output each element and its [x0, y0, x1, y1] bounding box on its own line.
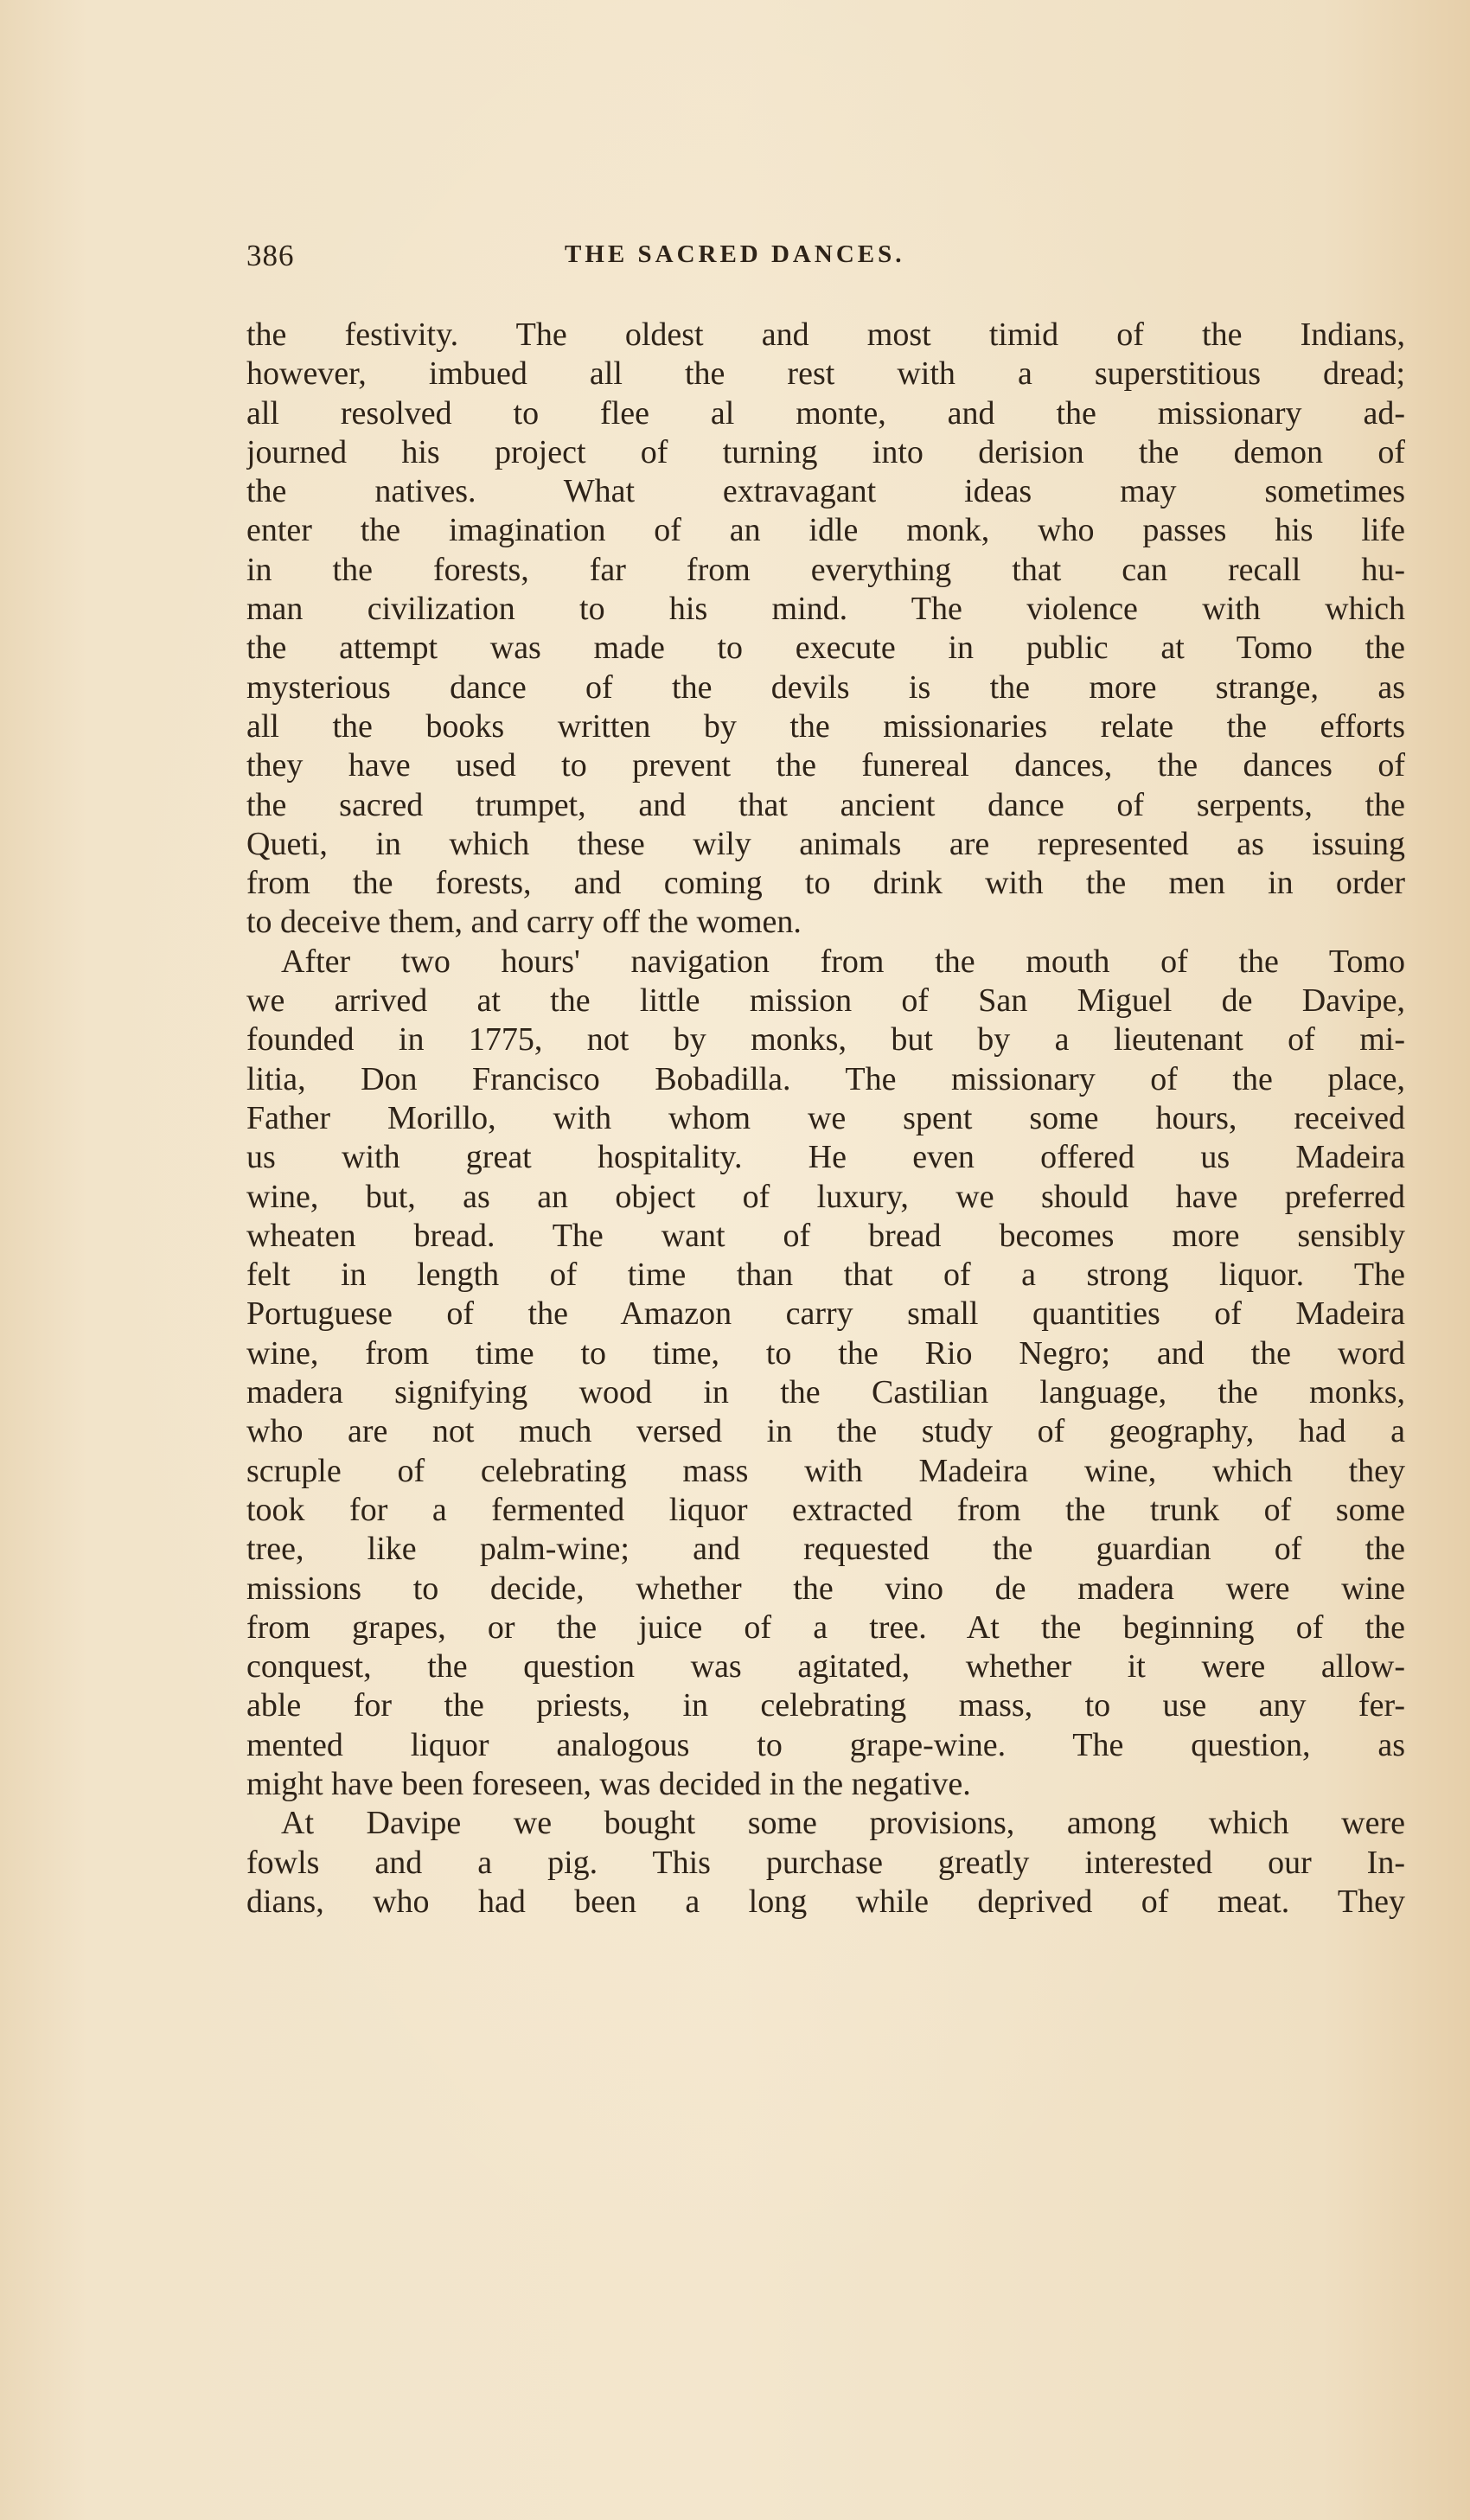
text-line: we arrived at the little mission of San Miguel de Davipe, — [246, 982, 1405, 1020]
text-line: the natives. What extravagant ideas may sometimes — [246, 473, 1405, 510]
text-line: all resolved to flee al monte, and the missionary ad- — [246, 394, 1405, 432]
text-line: journed his project of turning into derision the demon of — [246, 433, 1405, 470]
text-line: man civilization to his mind. The violence with which — [246, 591, 1405, 628]
page-header — [246, 239, 1405, 282]
text-line: Queti, in which these wily animals are represented as issuing — [246, 825, 1405, 862]
text-line: After two hours' navigation from the mouth of the Tomo — [281, 943, 1405, 980]
text-line: founded in 1775, not by monks, but by a lieutenant of mi- — [246, 1021, 1405, 1059]
text-line: Portuguese of the Amazon carry small quantities of Madeira — [246, 1295, 1405, 1333]
page-number: 386 — [246, 239, 295, 272]
text-line: the attempt was made to execute in public at Tomo the — [246, 630, 1405, 667]
text-line: who are not much versed in the study of geography, had a — [246, 1413, 1405, 1450]
body-text — [246, 316, 1405, 1922]
text-line: dians, who had been a long while deprived of meat. They — [246, 1883, 1405, 1920]
text-line: the festivity. The oldest and most timid of the Indians, — [246, 317, 1405, 353]
text-line: madera signifying wood in the Castilian language, the monks, — [246, 1374, 1405, 1411]
text-line: the sacred trumpet, and that ancient dance of serpents, the — [246, 786, 1405, 823]
text-line: to deceive them, and carry off the women. — [246, 904, 802, 941]
text-line: us with great hospitality. He even offered us Madeira — [246, 1139, 1405, 1176]
text-line: wine, from time to time, to the Rio Negro; and the word — [246, 1334, 1405, 1372]
text-line: mysterious dance of the devils is the more strange, as — [246, 668, 1405, 706]
text-line: fowls and a pig. This purchase greatly interested our In- — [246, 1844, 1405, 1881]
text-line: felt in length of time than that of a strong liquor. The — [246, 1257, 1405, 1294]
text-line: they have used to prevent the funereal dances, the dances of — [246, 747, 1405, 784]
text-line: from the forests, and coming to drink with the men in order — [246, 865, 1405, 902]
text-line: took for a fermented liquor extracted from the trunk of some — [246, 1491, 1405, 1528]
text-line: At Davipe we bought some provisions, among which were — [281, 1805, 1405, 1842]
text-line: tree, like palm-wine; and requested the guardian of the — [246, 1531, 1405, 1568]
text-line: mented liquor analogous to grape-wine. The question, as — [246, 1726, 1405, 1763]
text-line: in the forests, far from everything that can recall hu- — [246, 551, 1405, 588]
text-line: enter the imagination of an idle monk, who passes his life — [246, 512, 1405, 549]
text-line: might have been foreseen, was decided in the negative. — [246, 1765, 971, 1802]
text-line: all the books written by the missionaries relate the efforts — [246, 707, 1405, 745]
text-line: Father Morillo, with whom we spent some hours, received — [246, 1099, 1405, 1136]
text-line: wine, but, as an object of luxury, we should have preferred — [246, 1178, 1405, 1215]
running-title: THE SACRED DANCES. — [565, 240, 905, 268]
text-line: from grapes, or the juice of a tree. At the beginning of the — [246, 1609, 1405, 1646]
text-line: litia, Don Francisco Bobadilla. The missionary of the place, — [246, 1060, 1405, 1097]
text-line: able for the priests, in celebrating mass, to use any fer- — [246, 1687, 1405, 1724]
text-line: scruple of celebrating mass with Madeira wine, which they — [246, 1452, 1405, 1489]
text-line: wheaten bread. The want of bread becomes more sensibly — [246, 1217, 1405, 1254]
text-line: however, imbued all the rest with a superstitious dread; — [246, 355, 1405, 393]
text-line: conquest, the question was agitated, whether it were allow- — [246, 1648, 1405, 1685]
text-line: missions to decide, whether the vino de madera were wine — [246, 1570, 1405, 1607]
